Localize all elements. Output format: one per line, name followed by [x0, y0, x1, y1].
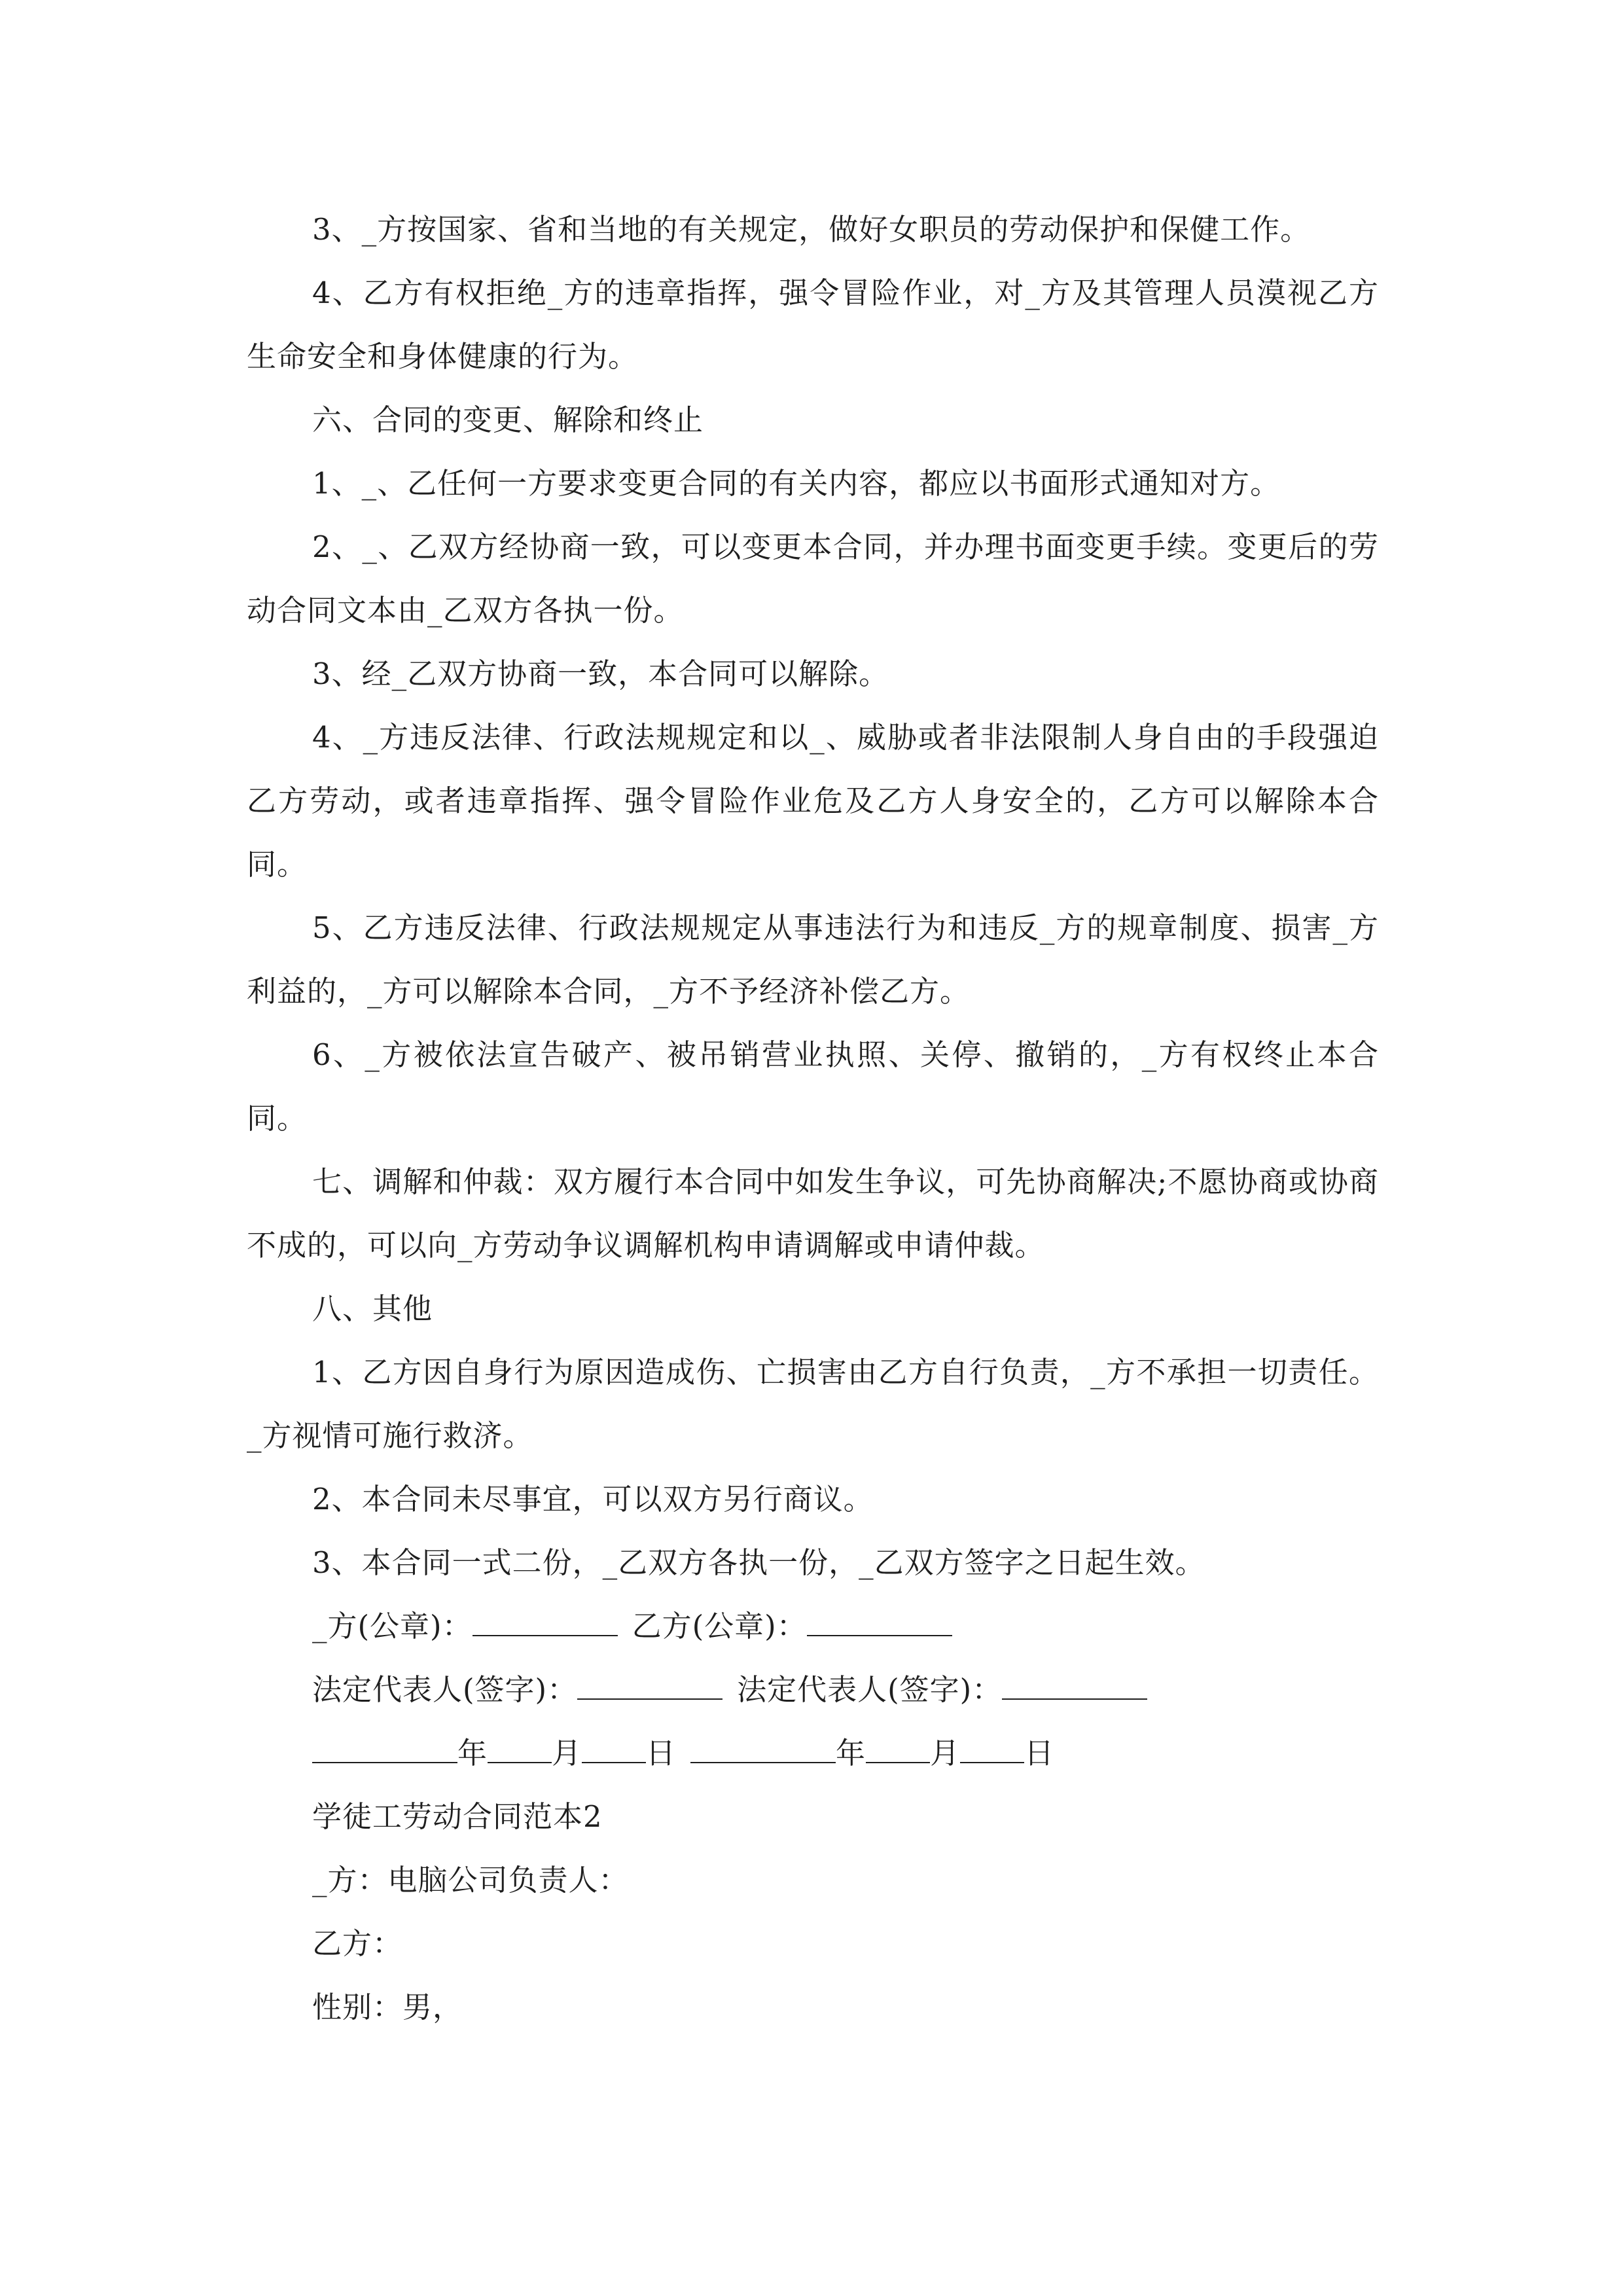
rep-b-blank [1002, 1670, 1147, 1700]
day-a-label: 日 [646, 1736, 677, 1770]
party-a-seal-label: _方(公章)： [312, 1609, 473, 1643]
clause-6-1: 1、_、乙任何一方要求变更合同的有关内容，都应以书面形式通知对方。 [312, 466, 1281, 501]
party-b-seal-blank [807, 1606, 952, 1636]
year-a-blank [312, 1733, 457, 1763]
clause-5-3: 3、_方按国家、省和当地的有关规定，做好女职员的劳动保护和保健工作。 [312, 212, 1311, 247]
month-b-blank [866, 1733, 930, 1763]
section-7-mediation: 七、调解和仲裁：双方履行本合同中如发生争议，可先协商解决;不愿协商或协商不成的，可以向_方劳动争议调解机构申请调解或申请仲裁。 [247, 1164, 1379, 1263]
month-a-label: 月 [552, 1736, 582, 1770]
month-b-label: 月 [930, 1736, 961, 1770]
section-2-title: 学徒工劳动合同范本2 [312, 1799, 603, 1834]
clause-8-3: 3、本合同一式二份，_乙双方各执一份，_乙双方签字之日起生效。 [312, 1545, 1205, 1580]
date-line [247, 1721, 1379, 1785]
seal-line [247, 1594, 1379, 1658]
party-b-seal-label: 乙方(公章)： [632, 1609, 807, 1643]
rep-a-blank [577, 1670, 722, 1700]
clause-6-3: 3、经_乙双方协商一致，本合同可以解除。 [312, 656, 889, 691]
clause-6-4: 4、_方违反法律、行政法规规定和以_、威胁或者非法限制人身自由的手段强迫乙方劳动，或者违章指挥、强令冒险作业危及乙方人身安全的，乙方可以解除本合同。 [247, 720, 1379, 882]
section-6-heading: 六、合同的变更、解除和终止 [312, 403, 704, 437]
year-b-blank [690, 1733, 836, 1763]
section-2-party-a: _方：电脑公司负责人： [312, 1863, 629, 1897]
day-a-blank [582, 1733, 646, 1763]
representative-line [247, 1658, 1379, 1721]
day-b-label: 日 [1024, 1736, 1055, 1770]
clause-6-5: 5、乙方违反法律、行政法规规定从事违法行为和违反_方的规章制度、损害_方利益的，_方可以解除本合同，_方不予经济补偿乙方。 [247, 910, 1379, 1009]
party-a-seal-blank [473, 1606, 618, 1636]
clause-6-6: 6、_方被依法宣告破产、被吊销营业执照、关停、撤销的，_方有权终止本合同。 [247, 1037, 1379, 1136]
year-b-label: 年 [836, 1736, 866, 1770]
section-8-heading: 八、其他 [312, 1291, 433, 1326]
section-2-gender: 性别：男， [312, 1990, 463, 2024]
month-a-blank [488, 1733, 552, 1763]
year-a-label: 年 [457, 1736, 488, 1770]
clause-8-2: 2、本合同未尽事宜，可以双方另行商议。 [312, 1482, 874, 1516]
clause-5-4: 4、乙方有权拒绝_方的违章指挥，强令冒险作业，对_方及其管理人员漠视乙方生命安全和身体健康的行为。 [247, 276, 1379, 374]
rep-b-label: 法定代表人(签字)： [737, 1672, 1003, 1707]
clause-8-1: 1、乙方因自身行为原因造成伤、亡损害由乙方自行负责，_方不承担一切责任。_方视情可施行救济。 [247, 1355, 1379, 1453]
section-2-party-b: 乙方： [312, 1926, 403, 1961]
clause-6-2: 2、_、乙双方经协商一致，可以变更本合同，并办理书面变更手续。变更后的劳动合同文本由_乙双方各执一份。 [247, 529, 1379, 628]
rep-a-label: 法定代表人(签字)： [312, 1672, 578, 1707]
document-body [247, 198, 1379, 2039]
day-b-blank [960, 1733, 1024, 1763]
